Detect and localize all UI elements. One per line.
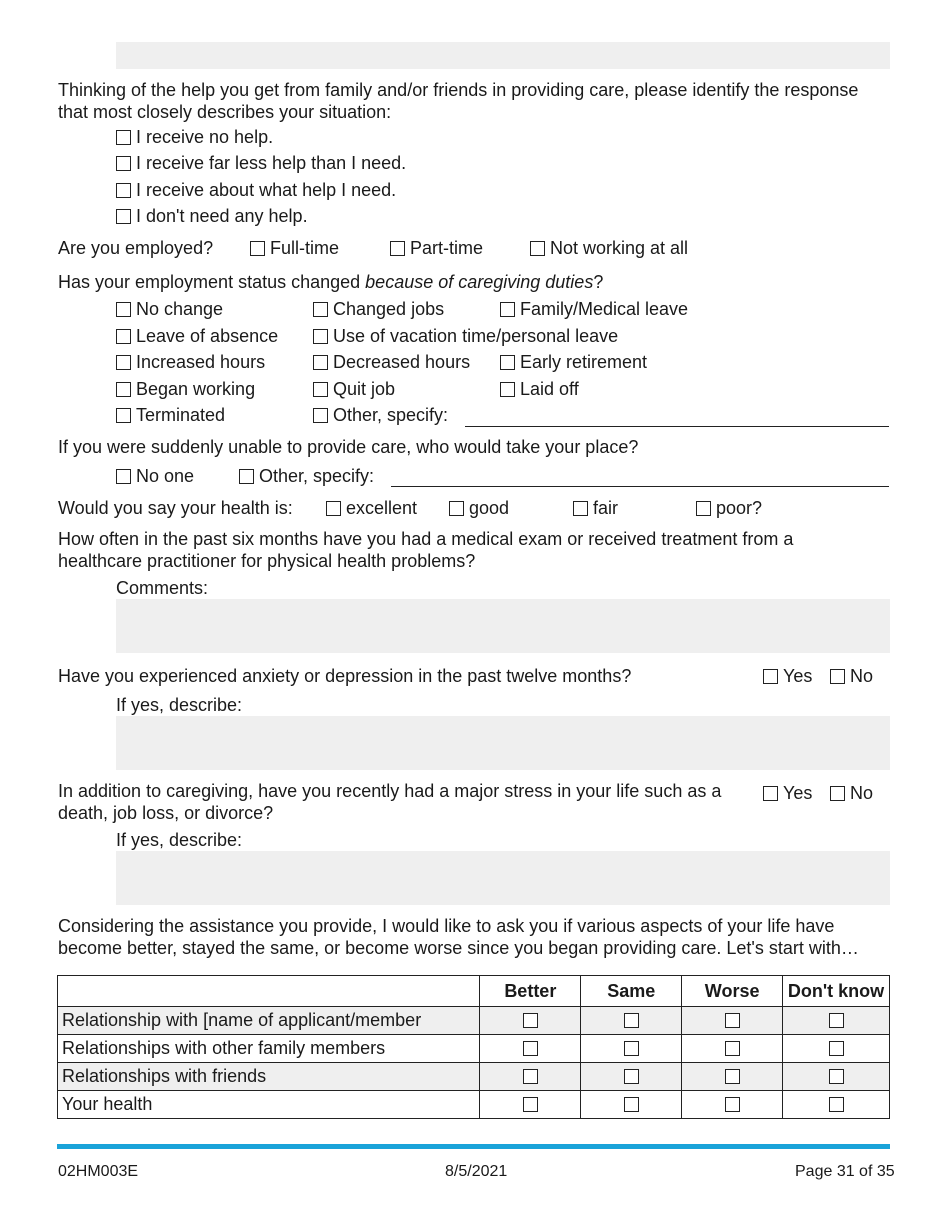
row-label: Your health xyxy=(58,1091,480,1119)
worse-checkbox[interactable] xyxy=(725,1069,740,1084)
replace-no-one[interactable]: No one xyxy=(116,466,194,486)
dont-know-checkbox[interactable] xyxy=(829,1041,844,1056)
status-increased-hours[interactable]: Increased hours xyxy=(116,352,265,372)
employed-question: Are you employed? xyxy=(58,238,214,258)
replace-question: If you were suddenly unable to provide care, who would take your place? xyxy=(58,437,639,457)
life-aspects-table xyxy=(57,975,890,1119)
table-header: Don't know xyxy=(783,976,890,1007)
checkbox[interactable] xyxy=(326,501,341,516)
health-poor[interactable]: poor? xyxy=(696,498,762,518)
previous-answer-field[interactable] xyxy=(116,42,890,69)
status-early-retirement[interactable]: Early retirement xyxy=(500,352,647,372)
checkbox[interactable] xyxy=(116,469,131,484)
checkbox[interactable] xyxy=(116,156,131,171)
checkbox[interactable] xyxy=(116,302,131,317)
better-checkbox[interactable] xyxy=(523,1041,538,1056)
anxiety-describe-field[interactable] xyxy=(116,716,890,770)
status-no-change[interactable]: No change xyxy=(116,299,223,319)
checkbox[interactable] xyxy=(313,329,328,344)
stress-describe-label: If yes, describe: xyxy=(116,830,243,850)
checkbox[interactable] xyxy=(116,183,131,198)
footer-form-id: 02HM003E xyxy=(58,1163,139,1180)
stress-describe-field[interactable] xyxy=(116,851,890,905)
checkbox[interactable] xyxy=(573,501,588,516)
health-question: Would you say your health is: xyxy=(58,498,293,518)
employed-part-time[interactable]: Part-time xyxy=(390,238,483,258)
status-other-input[interactable] xyxy=(465,426,889,427)
stress-question-cont: death, job loss, or divorce? xyxy=(58,803,274,823)
checkbox[interactable] xyxy=(116,355,131,370)
help-option-about-what[interactable]: I receive about what help I need. xyxy=(116,180,396,200)
status-changed-jobs[interactable]: Changed jobs xyxy=(313,299,444,319)
status-family-medical-leave[interactable]: Family/Medical leave xyxy=(500,299,688,319)
help-option-no-help[interactable]: I receive no help. xyxy=(116,127,273,147)
table-row xyxy=(58,1091,890,1119)
anxiety-question: Have you experienced anxiety or depression in the past twelve months? xyxy=(58,666,632,686)
status-decreased-hours[interactable]: Decreased hours xyxy=(313,352,470,372)
better-checkbox[interactable] xyxy=(523,1097,538,1112)
health-excellent[interactable]: excellent xyxy=(326,498,417,518)
table-row xyxy=(58,1035,890,1063)
checkbox[interactable] xyxy=(500,302,515,317)
table-header: Better xyxy=(480,976,581,1007)
checkbox[interactable] xyxy=(116,209,131,224)
checkbox[interactable] xyxy=(116,382,131,397)
stress-yes[interactable]: Yes xyxy=(763,783,812,803)
anxiety-describe-label: If yes, describe: xyxy=(116,695,243,715)
table-row xyxy=(58,1063,890,1091)
stress-no[interactable]: No xyxy=(830,783,873,803)
footer-date: 8/5/2021 xyxy=(445,1163,508,1180)
anxiety-yes[interactable]: Yes xyxy=(763,666,812,686)
replace-other-input[interactable] xyxy=(391,486,889,487)
table-header-row xyxy=(58,976,890,1007)
checkbox[interactable] xyxy=(116,130,131,145)
checkbox[interactable] xyxy=(313,408,328,423)
checkbox[interactable] xyxy=(530,241,545,256)
status-leave-of-absence[interactable]: Leave of absence xyxy=(116,326,278,346)
status-question: Has your employment status changed because of caregiving duties? xyxy=(58,272,604,292)
dont-know-checkbox[interactable] xyxy=(829,1013,844,1028)
health-fair[interactable]: fair xyxy=(573,498,618,518)
checkbox[interactable] xyxy=(313,302,328,317)
employed-not-working[interactable]: Not working at all xyxy=(530,238,688,258)
table-header: Same xyxy=(581,976,682,1007)
checkbox[interactable] xyxy=(239,469,254,484)
checkbox[interactable] xyxy=(763,669,778,684)
assist-intro: Considering the assistance you provide, I would like to ask you if various aspects of your life have xyxy=(58,916,835,936)
help-question-cont: that most closely describes your situation: xyxy=(58,102,392,122)
checkbox[interactable] xyxy=(250,241,265,256)
comments-label: Comments: xyxy=(116,578,209,598)
status-quit-job[interactable]: Quit job xyxy=(313,379,395,399)
row-label: Relationships with friends xyxy=(58,1063,480,1091)
same-checkbox[interactable] xyxy=(624,1013,639,1028)
comments-field[interactable] xyxy=(116,599,890,653)
status-began-working[interactable]: Began working xyxy=(116,379,255,399)
help-option-far-less[interactable]: I receive far less help than I need. xyxy=(116,153,406,173)
health-good[interactable]: good xyxy=(449,498,509,518)
table-row xyxy=(58,1007,890,1035)
checkbox[interactable] xyxy=(116,408,131,423)
checkbox[interactable] xyxy=(390,241,405,256)
same-checkbox[interactable] xyxy=(624,1069,639,1084)
checkbox[interactable] xyxy=(313,355,328,370)
checkbox[interactable] xyxy=(696,501,711,516)
checkbox[interactable] xyxy=(500,355,515,370)
exam-question: How often in the past six months have you had a medical exam or received treatment from a xyxy=(58,529,794,549)
anxiety-no[interactable]: No xyxy=(830,666,873,686)
status-laid-off[interactable]: Laid off xyxy=(500,379,579,399)
replace-other-specify[interactable]: Other, specify: xyxy=(239,466,374,486)
employed-full-time[interactable]: Full-time xyxy=(250,238,339,258)
help-option-dont-need[interactable]: I don't need any help. xyxy=(116,206,308,226)
exam-question-cont: healthcare practitioner for physical health problems? xyxy=(58,551,476,571)
checkbox[interactable] xyxy=(116,329,131,344)
stress-question: In addition to caregiving, have you recently had a major stress in your life such as a xyxy=(58,781,722,801)
checkbox[interactable] xyxy=(449,501,464,516)
status-terminated[interactable]: Terminated xyxy=(116,405,225,425)
same-checkbox[interactable] xyxy=(624,1097,639,1112)
status-other-specify[interactable]: Other, specify: xyxy=(313,405,448,425)
row-label: Relationships with other family members xyxy=(58,1035,480,1063)
better-checkbox[interactable] xyxy=(523,1013,538,1028)
dont-know-checkbox[interactable] xyxy=(829,1069,844,1084)
better-checkbox[interactable] xyxy=(523,1069,538,1084)
checkbox[interactable] xyxy=(763,786,778,801)
checkbox[interactable] xyxy=(313,382,328,397)
footer-page-number: Page 31 of 35 xyxy=(795,1163,895,1180)
table-header xyxy=(58,976,480,1007)
worse-checkbox[interactable] xyxy=(725,1013,740,1028)
footer-divider xyxy=(57,1144,890,1149)
row-label: Relationship with [name of applicant/member xyxy=(58,1007,480,1035)
table-header: Worse xyxy=(682,976,783,1007)
status-vacation-time[interactable]: Use of vacation time/personal leave xyxy=(313,326,618,346)
worse-checkbox[interactable] xyxy=(725,1097,740,1112)
same-checkbox[interactable] xyxy=(624,1041,639,1056)
assist-intro-cont: become better, stayed the same, or become worse since you began providing care. Let's start with… xyxy=(58,938,859,958)
checkbox[interactable] xyxy=(830,669,845,684)
checkbox[interactable] xyxy=(830,786,845,801)
checkbox[interactable] xyxy=(500,382,515,397)
worse-checkbox[interactable] xyxy=(725,1041,740,1056)
help-question: Thinking of the help you get from family and/or friends in providing care, please identify the response xyxy=(58,80,859,100)
dont-know-checkbox[interactable] xyxy=(829,1097,844,1112)
